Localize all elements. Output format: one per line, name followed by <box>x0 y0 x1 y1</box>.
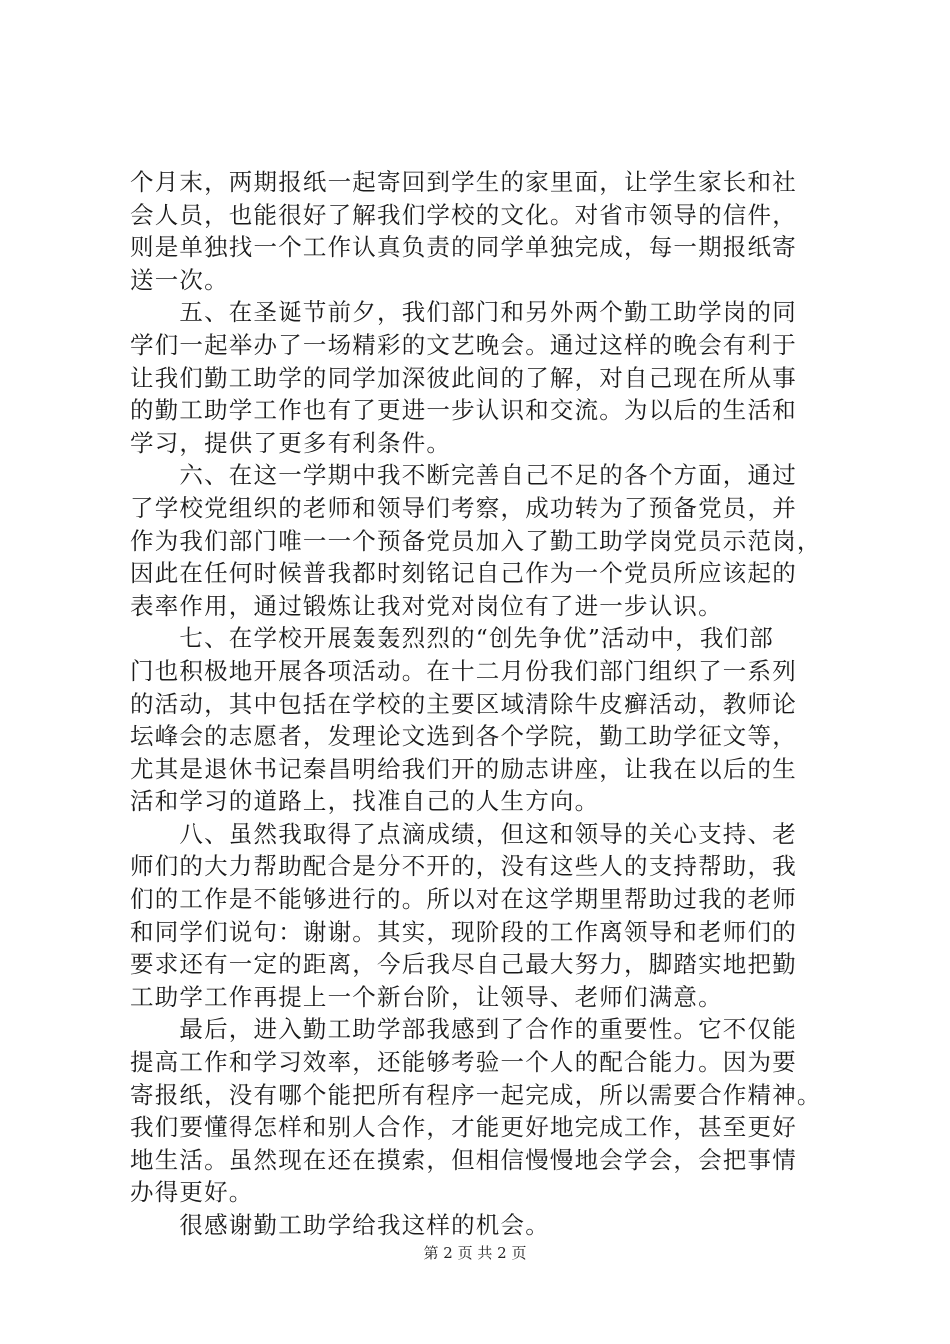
text-line: 七、在学校开展轰轰烈烈的“创先争优”活动中，我们部 <box>130 624 774 653</box>
text-line: 办得更好。 <box>130 1178 254 1207</box>
text-line: 要求还有一定的距离，今后我尽自己最大努力，脚踏实地把勤 <box>130 950 797 979</box>
text-line: 地生活。虽然现在还在摸索，但相信慢慢地会学会，会把事情 <box>130 1145 797 1174</box>
text-line: 因此在任何时候普我都时刻铭记自己作为一个党员所应该起的 <box>130 559 797 588</box>
text-line: 尤其是退休书记秦昌明给我们开的励志讲座，让我在以后的生 <box>130 754 797 783</box>
text-line: 送一次。 <box>130 265 229 294</box>
text-line: 学们一起举办了一场精彩的文艺晚会。通过这样的晚会有利于 <box>130 330 797 359</box>
text-line: 学习，提供了更多有利条件。 <box>130 428 452 457</box>
text-line: 则是单独找一个工作认真负责的同学单独完成，每一期报纸寄 <box>130 233 797 262</box>
text-line: 会人员，也能很好了解我们学校的文化。对省市领导的信件， <box>130 200 797 229</box>
text-line: 最后，进入勤工助学部我感到了合作的重要性。它不仅能 <box>130 1015 797 1044</box>
text-line: 坛峰会的志愿者，发理论文选到各个学院，勤工助学征文等， <box>130 722 797 751</box>
text-line: 的勤工助学工作也有了更进一步认识和交流。为以后的生活和 <box>130 396 797 425</box>
text-line: 门也积极地开展各项活动。在十二月份我们部门组织了一系列 <box>130 656 797 685</box>
text-line: 很感谢勤工助学给我这样的机会。 <box>130 1211 550 1239</box>
text-line: 作为我们部门唯一一个预备党员加入了勤工助学岗党员示范岗， <box>130 526 822 555</box>
text-line: 的活动，其中包括在学校的主要区域清除牛皮癣活动，教师论 <box>130 689 797 718</box>
text-line: 寄报纸，没有哪个能把所有程序一起完成，所以需要合作精神。 <box>130 1080 822 1109</box>
text-line: 五、在圣诞节前夕，我们部门和另外两个勤工助学岗的同 <box>130 298 797 327</box>
text-line: 表率作用，通过锻炼让我对党对岗位有了进一步认识。 <box>130 591 723 620</box>
document-body <box>130 166 840 1242</box>
text-line: 提高工作和学习效率，还能够考验一个人的配合能力。因为要 <box>130 1048 797 1077</box>
text-line: 六、在这一学期中我不断完善自己不足的各个方面，通过 <box>130 461 797 490</box>
text-line: 我们要懂得怎样和别人合作，才能更好地完成工作，甚至更好 <box>130 1113 797 1142</box>
text-line: 了学校党组织的老师和领导们考察，成功转为了预备党员，并 <box>130 493 797 522</box>
text-line: 个月末，两期报纸一起寄回到学生的家里面，让学生家长和社 <box>130 168 797 196</box>
text-line: 师们的大力帮助配合是分不开的，没有这些人的支持帮助，我 <box>130 852 797 881</box>
text-line: 们的工作是不能够进行的。所以对在这学期里帮助过我的老师 <box>130 885 797 914</box>
text-line: 让我们勤工助学的同学加深彼此间的了解，对自己现在所从事 <box>130 363 797 392</box>
text-line: 和同学们说句：谢谢。其实，现阶段的工作离领导和老师们的 <box>130 917 797 946</box>
text-line: 活和学习的道路上，找准自己的人生方向。 <box>130 787 600 816</box>
text-line: 八、虽然我取得了点滴成绩，但这和领导的关心支持、老 <box>130 819 797 848</box>
text-line: 工助学工作再提上一个新台阶，让领导、老师们满意。 <box>130 982 723 1011</box>
page-number-footer: 第 2 页 共 2 页 <box>423 1244 527 1262</box>
